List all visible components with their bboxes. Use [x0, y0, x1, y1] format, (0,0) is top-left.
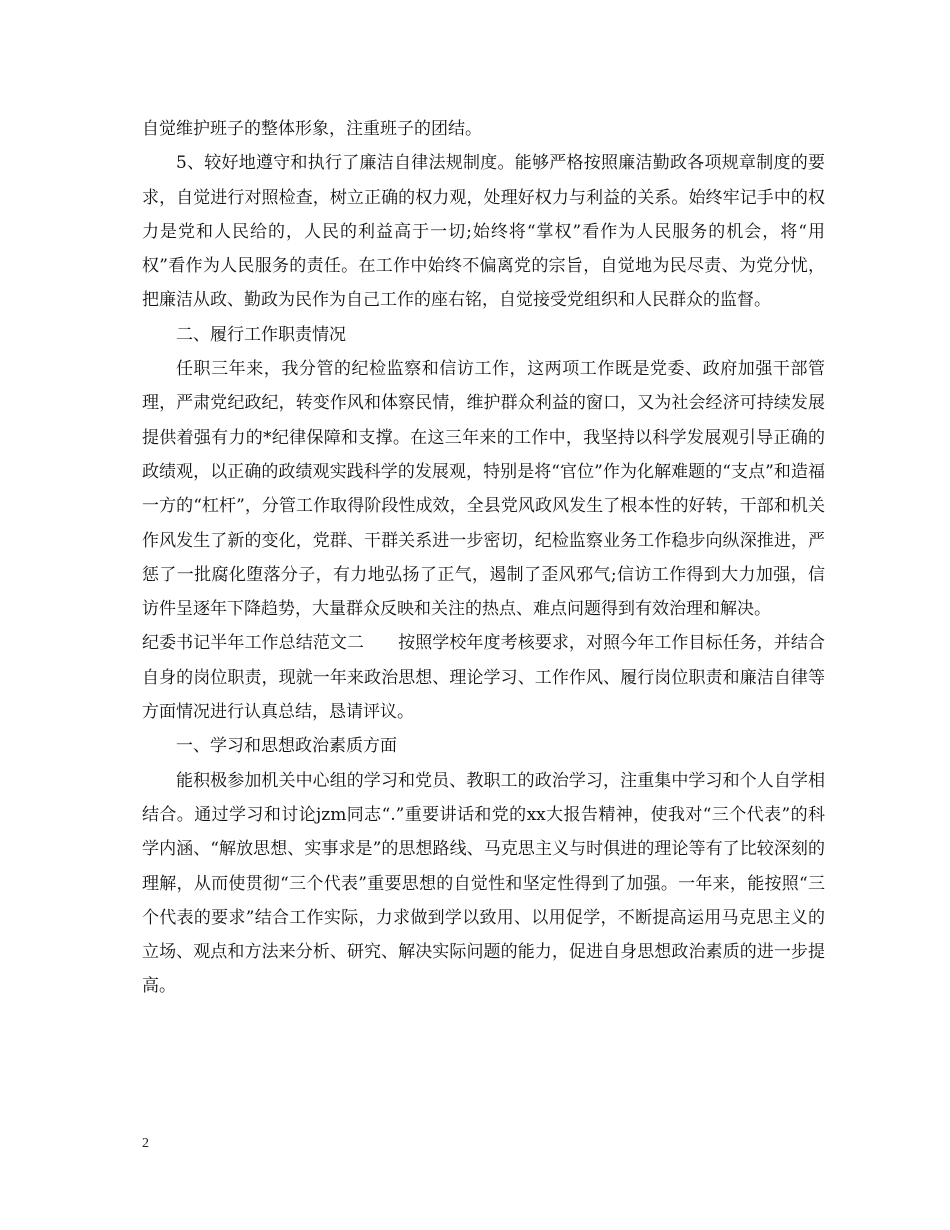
paragraph-duties-performance: 任职三年来，我分管的纪检监察和信访工作，这两项工作既是党委、政府加强干部管理，严肃党纪政纪，转变作风和体察民情，维护群众利益的窗口，又为社会经济可持续发展提供着强有力的*纪律保障和支撑。在这三年来的工作中，我坚持以科学发展观引导正确的政绩观，以正确的政绩观实践科学的发展观，特别是将“官位”作为化解难题的“支点”和造福一方的“杠杆”，分管工作取得阶段性成效，全县党风政风发生了根本性的好转，干部和机关作风发生了新的变化，党群、干群关系进一步密切，纪检监察业务工作稳步向纵深推进，严惩了一批腐化堕落分子，有力地弘扬了正气，遏制了歪风邪气;信访工作得到大力加强，信访件呈逐年下降趋势，大量群众反映和关注的热点、难点问题得到有效治理和解决。	[142, 359, 825, 620]
paragraph-study-details: 能积极参加机关中心组的学习和党员、教职工的政治学习，注重集中学习和个人自学相结合。通过学习和讨论jzm同志“.”重要讲话和党的xx大报告精神，使我对“三个代表”的科学内涵、“解放思想、实事求是”的思想路线、马克思主义与时俱进的理论等有了比较深刻的理解，从而使贯彻“三个代表”重要思想的自觉性和坚定性得到了加强。一年来，能按照“三个代表的要求”结合工作实际，力求做到学以致用、以用促学，不断提高运用马克思主义的立场、观点和方法来分析、研究、解决实际问题的能力，促进自身思想政治素质的进一步提高。	[142, 770, 825, 997]
paragraph-summary-two-intro: 纪委书记半年工作总结范文二 按照学校年度考核要求，对照今年工作目标任务，并结合自身的岗位职责，现就一年来政治思想、理论学习、工作作风、履行岗位职责和廉洁自律等方面情况进行认真总结，恳请评议。	[142, 633, 825, 723]
section-heading-duties: 二、履行工作职责情况	[176, 324, 346, 345]
page-number: 2	[142, 1136, 149, 1151]
document-body	[142, 112, 825, 1004]
paragraph-team-image: 自觉维护班子的整体形象，注重班子的团结。	[142, 119, 482, 139]
section-heading-study: 一、学习和思想政治素质方面	[176, 736, 397, 757]
paragraph-integrity-rules: 5、较好地遵守和执行了廉洁自律法规制度。能够严格按照廉洁勤政各项规章制度的要求，自觉进行对照检查，树立正确的权力观，处理好权力与利益的关系。始终牢记手中的权力是党和人民给的，人民的利益高于一切;始终将“掌权”看作为人民服务的机会，将“用权”看作为人民服务的责任。在工作中始终不偏离党的宗旨，自觉地为民尽责、为党分忧，把廉洁从政、勤政为民作为自己工作的座右铭，自觉接受党组织和人民群众的监督。	[142, 153, 825, 311]
